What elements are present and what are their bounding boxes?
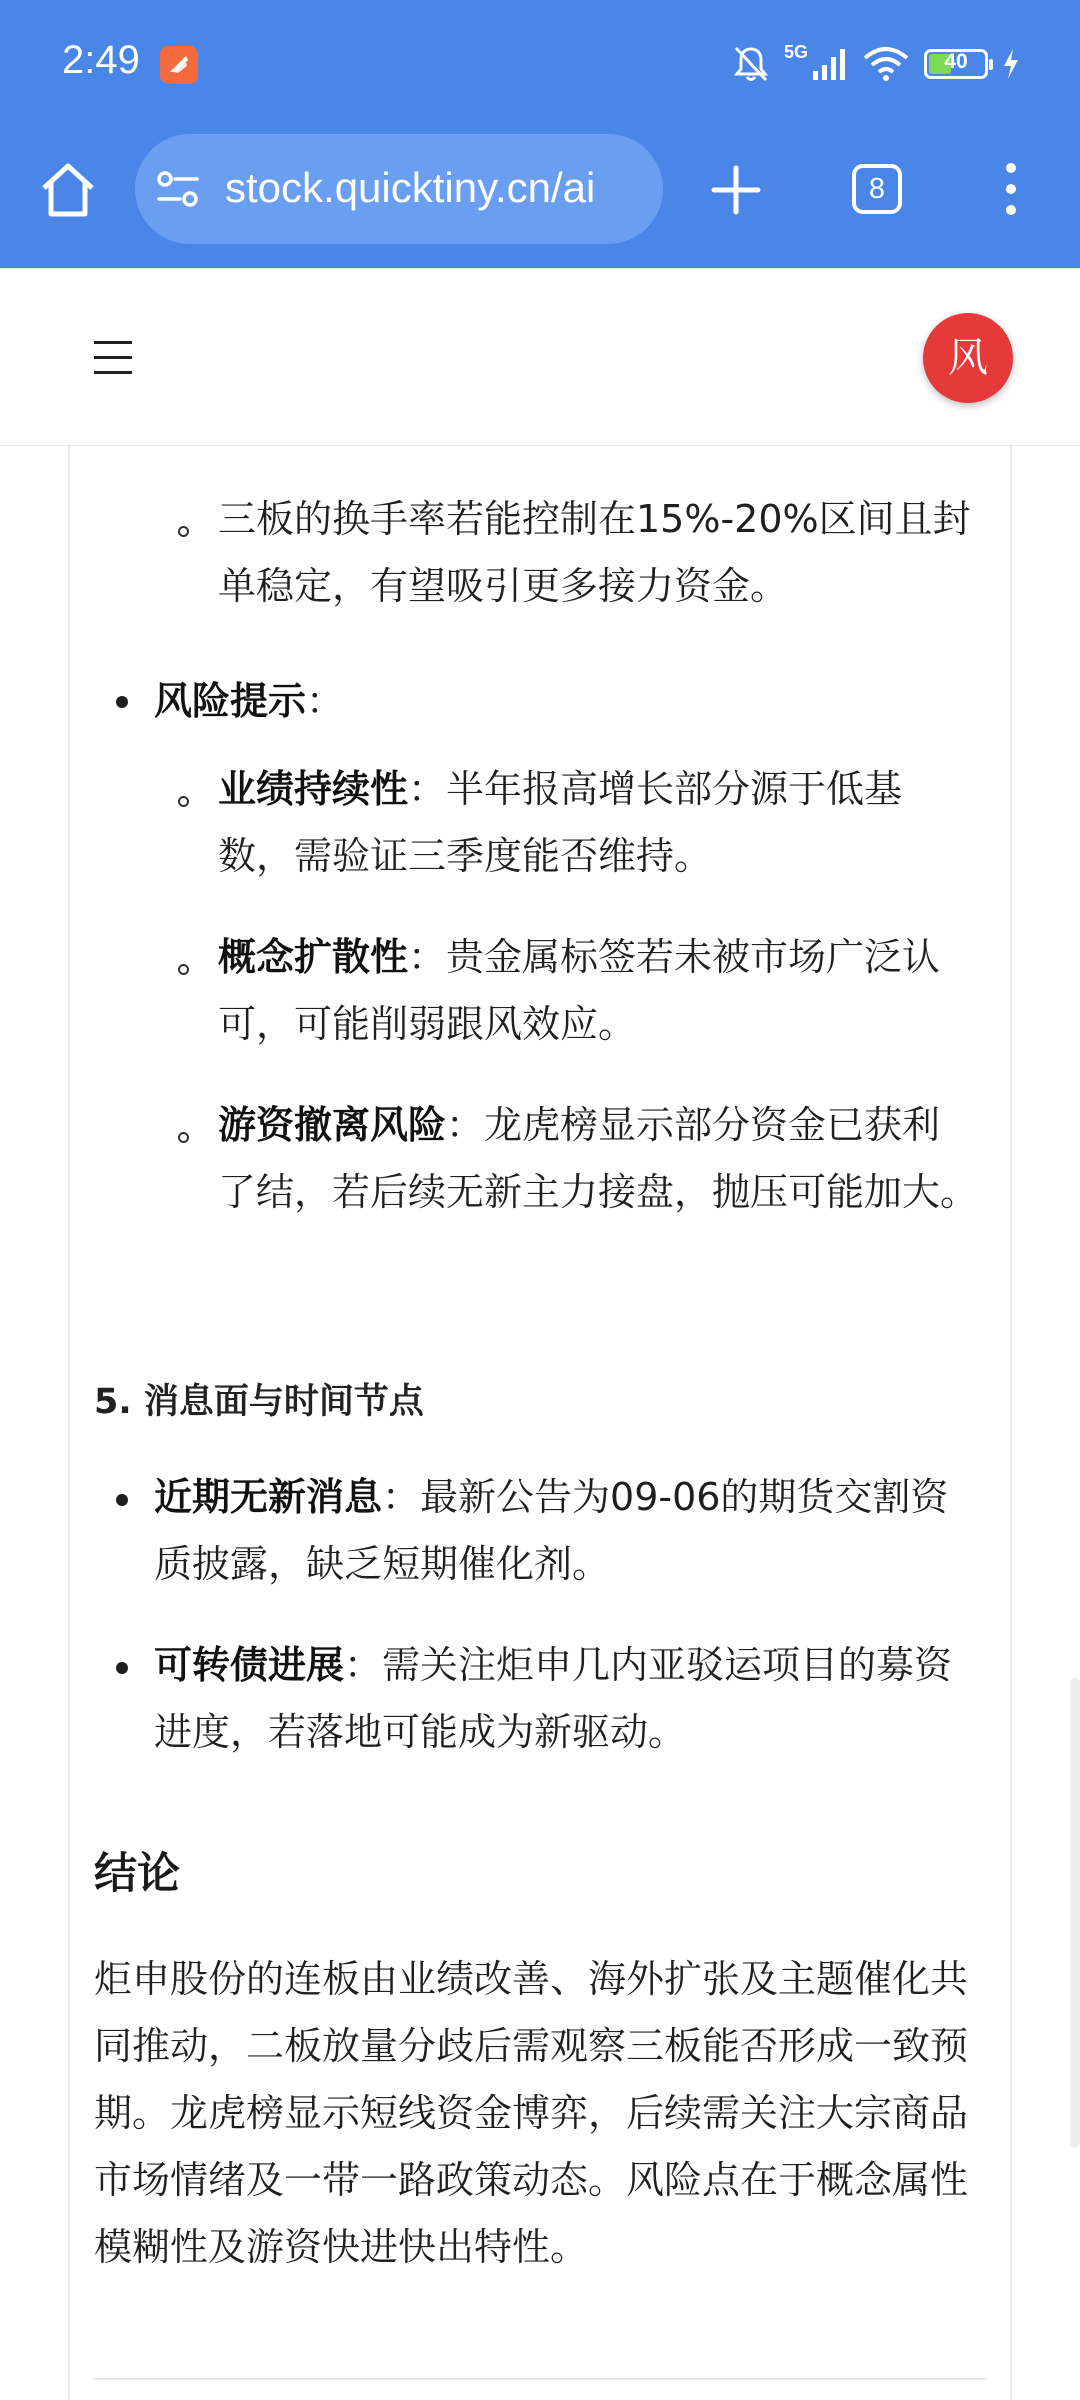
status-bar: [0, 0, 1080, 130]
tab-switcher-button[interactable]: 8: [852, 164, 902, 214]
sub-bullet-marker: [178, 796, 189, 807]
hamburger-line: [94, 371, 132, 374]
risk-item-term: 游资撤离风险: [218, 1103, 447, 1147]
risk-item-text: ：半年报高增长部分源于低基数，需验证三季度能否维持。: [218, 767, 903, 878]
risk-item-term: 概念扩散性: [218, 935, 409, 979]
article-content: [68, 446, 1012, 2400]
new-tab-button[interactable]: [706, 160, 766, 220]
mute-bell-icon: [732, 44, 770, 84]
news-item-term: 可转债进展: [154, 1643, 345, 1687]
news-item-text: ：最新公告为09-06的期货交割资质披露，缺乏短期催化剂。: [154, 1475, 949, 1586]
browser-chrome: [0, 0, 1080, 268]
battery-cap: [989, 59, 993, 70]
section-heading: 5. 消息面与时间节点: [94, 1382, 424, 1422]
sub-item-turnover: 三板的换手率若能控制在15%-20%区间且封单稳定，有望吸引更多接力资金。: [218, 497, 971, 608]
conclusion-body: 炬申股份的连板由业绩改善、海外扩张及主题催化共同推动，二板放量分歧后需观察三板能否形成一致预期。龙虎榜显示短线资金博弈，后续需关注大宗商品市场情绪及一带一路政策动态。风险点在于概念属性模糊性及游资快进快出特性。: [94, 1957, 969, 2269]
sub-bullet-marker: [178, 526, 189, 537]
site-header: [0, 268, 1080, 446]
wifi-icon: [862, 46, 910, 82]
news-item-convertible-bond: [154, 1632, 974, 1766]
risk-item-text: ：贵金属标签若未被市场广泛认可，可能削弱跟风效应。: [218, 935, 941, 1046]
hamburger-menu-icon[interactable]: [94, 341, 132, 375]
more-menu-button[interactable]: [996, 154, 1026, 224]
bullet-marker: [116, 1494, 128, 1506]
sub-bullet-marker: [178, 964, 189, 975]
divider: [94, 2378, 986, 2380]
risk-item-text: ：龙虎榜显示部分资金已获利了结，若后续无新主力接盘，抛压可能加大。: [218, 1103, 979, 1214]
conclusion-heading: 结论: [94, 1849, 180, 1899]
page-scrollbar[interactable]: [1070, 1678, 1080, 2148]
site-settings-icon[interactable]: [155, 166, 201, 212]
battery-level: 40: [944, 50, 968, 73]
browser-toolbar: [0, 130, 1080, 268]
battery-icon: [924, 49, 988, 79]
bullet-marker: [116, 696, 128, 708]
app-notification-icon: [160, 46, 198, 84]
bullet-marker: [116, 1662, 128, 1674]
status-time: 2:49: [62, 38, 140, 82]
home-button[interactable]: [34, 156, 102, 224]
address-bar[interactable]: [135, 134, 663, 244]
risk-item-concept: [218, 924, 978, 1058]
risk-heading: [154, 668, 974, 735]
hamburger-line: [94, 356, 132, 359]
risk-suffix: ：: [306, 679, 345, 723]
charging-icon: [1002, 48, 1020, 80]
status-icons: [732, 42, 1020, 86]
risk-item-hot-money: [218, 1092, 978, 1226]
news-item-text: ：需关注炬申几内亚驳运项目的募资进度，若落地可能成为新驱动。: [154, 1643, 953, 1754]
sub-bullet-marker: [178, 1132, 189, 1143]
hamburger-line: [94, 341, 132, 344]
risk-item-term: 业绩持续性: [218, 767, 409, 811]
news-item-term: 近期无新消息: [154, 1475, 383, 1519]
risk-item-performance: [218, 756, 978, 890]
signal-icon: [812, 47, 848, 81]
user-avatar[interactable]: 风: [923, 313, 1013, 403]
url-text[interactable]: stock.quicktiny.cn/ai: [225, 164, 596, 211]
risk-label: 风险提示: [154, 679, 307, 723]
network-type-label: 5G: [783, 42, 808, 62]
news-item-no-news: [154, 1464, 974, 1598]
